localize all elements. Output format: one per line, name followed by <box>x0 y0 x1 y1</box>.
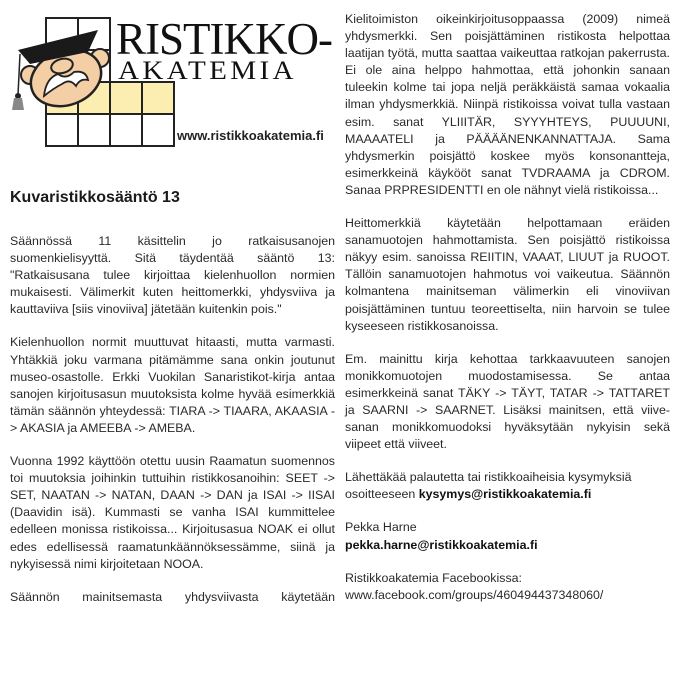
logo <box>0 0 340 160</box>
paragraph: Kielitoimiston oikeinkirjoitusoppaassa (2009) nimeä yhdysmerkki. Sen poisjättäminen ristikosta helpottaa laatijan työtä, mutta saattaa vaikeuttaa ratkojan pakerrusta. Ei ole aina helppo hahmottaa, että johonkin sanaan tuleekin kolme tai jopa neljä peräkkäistä samaa vokaalia ilman yhdysmerkkiä. Niinpä ristikoissa voivat tulla vastaan esim. sanat YLIIITÄR, SYYYHTEYS, PUUUUNI, MAAAATELI ja PÄÄÄÄNENKANNATTAJA. Sama yhdysmerkin poisjättö koskee myös konsonantteja, esimerkkeinä käykööt sanat TVDRAAMA ja CDROM. Sanaa PRPRESIDENTTI en ole nähnyt vielä ristikoissa... <box>345 12 670 197</box>
paragraph: Heittomerkkiä käytetään helpottamaan eräiden sanamuotojen hahmottamista. Sen poisjättö ristikoissa näkyy esim. sanoissa REIITIN, VAAAT, LIUUT ja RUOOT. Tällöin sanamuotojen hahmotus voi vaikeutua. Säännön kolmantena mainitseman välimerkin eli vinoviivan poisjättäminen tuntuu teoreettiselta, niin harvoin se tulee kyseeseen ristikkosanoissa. <box>345 216 670 333</box>
logo-url[interactable]: www.ristikkoakatemia.fi <box>177 128 324 143</box>
facebook-link[interactable]: www.facebook.com/groups/460494437348060/ <box>345 587 604 602</box>
facebook-label: Ristikkoakatemia Facebookissa: <box>345 570 522 585</box>
contact-prompt: Lähettäkää palautetta tai ristikkoaiheisia kysymyksiä osoitteeseen <box>345 470 632 502</box>
contact-paragraph <box>345 469 670 503</box>
author-name: Pekka Harne <box>345 520 417 535</box>
logo-title: RISTIKKO- <box>116 14 332 64</box>
paragraph: Kielenhuollon normit muuttuvat hitaasti, mutta varmasti. Yhtäkkiä joku varmana pitämämme sana onkin joutunut museo-osastolle. Erkki Vuokilan Sanaristikot-kirja antaa sanojen kirjoitusasun muutoksista kolme hyvää esimerkkiä tämän säännön yhteydessä: TIARA -> TIAARA, AKAASIA -> AKASIA ja AMEEBA -> AMEBA. <box>10 335 335 435</box>
article-column-right <box>345 11 670 620</box>
article-column-left <box>10 233 335 622</box>
author-block <box>345 519 670 553</box>
logo-subtitle: AKATEMIA <box>118 56 297 85</box>
article-title: Kuvaristikkosääntö 13 <box>10 189 180 206</box>
paragraph: Säännön mainitsemasta yhdysviivasta käytetään <box>10 589 335 604</box>
facebook-block <box>345 570 670 604</box>
paragraph: Säännössä 11 käsittelin jo ratkaisusanojen suomenkielisyyttä. Sitä täydentää sääntö 13: "Ratkaisusana tulee kirjoittaa kielenhuollon normien mukaisesti. Välimerkit kuten heittomerkki, yhdysviiva ja kauttaviiva [siis vinoviiva] jätetään kuitenkin pois." <box>10 234 335 317</box>
author-email-link[interactable]: pekka.harne@ristikkoakatemia.fi <box>345 537 538 552</box>
paragraph: Vuonna 1992 käyttöön otettu uusin Raamatun suomennos toi muutoksia joihinkin tuttuihin ristikkosanoihin: SEET -> SET, NAATAN -> NATAN, DAAN -> DAN ja ISAI -> IISAI (Daavidin isä). Kummasti se vanha ISAI kummittelee edelleen monissa ristikoissa... Kirjoitusasua NOAK ei ollut edes edellisessä raamatunkäännöksessämme, siinä ja nykyisessä nimi kirjoitetaan NOOA. <box>10 454 335 571</box>
paragraph: Em. mainittu kirja kehottaa tarkkaavuuteen sanojen monikkomuotojen muodostamisessa. Se antaa esimerkkeinä sanat TÄKY -> TÄYT, TATAR -> TATTARET ja SAARNI -> SAARNET. Lisäksi mainitsen, että viive-sanan monikkomuodoksi hyväksytään nykyisin sekä viipeet että viiveet. <box>345 351 670 452</box>
contact-email-link[interactable]: kysymys@ristikkoakatemia.fi <box>418 487 592 502</box>
